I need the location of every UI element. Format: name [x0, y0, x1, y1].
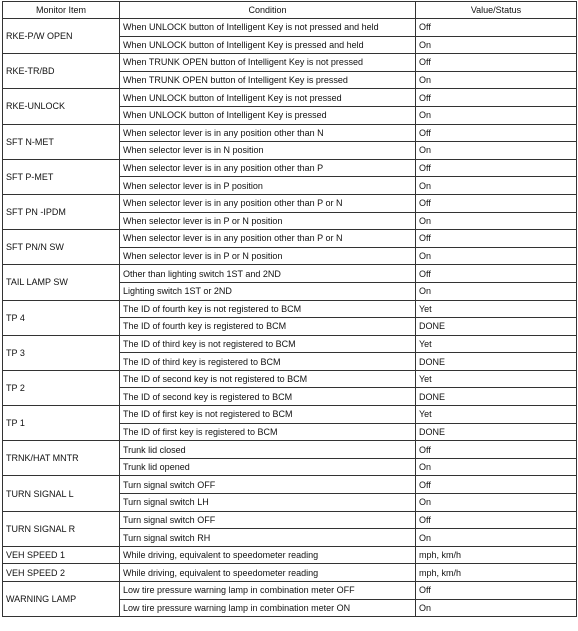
monitor-item-cell: RKE-UNLOCK: [3, 89, 120, 124]
monitor-item-cell: TURN SIGNAL L: [3, 476, 120, 511]
condition-cell: The ID of fourth key is registered to BCM: [120, 318, 416, 336]
condition-cell: Trunk lid opened: [120, 458, 416, 476]
value-status-cell: On: [416, 494, 577, 512]
table-row: [3, 511, 577, 529]
table-row: [3, 265, 577, 283]
monitor-item-cell: RKE-P/W OPEN: [3, 19, 120, 54]
condition-cell: When selector lever is in P or N position: [120, 247, 416, 265]
value-status-cell: Off: [416, 124, 577, 142]
table-row: [3, 300, 577, 318]
monitor-item-cell: WARNING LAMP: [3, 582, 120, 617]
monitor-item-cell: TP 1: [3, 406, 120, 441]
condition-cell: When UNLOCK button of Intelligent Key is not pressed and held: [120, 19, 416, 37]
condition-cell: The ID of first key is registered to BCM: [120, 423, 416, 441]
monitor-item-cell: TAIL LAMP SW: [3, 265, 120, 300]
condition-cell: The ID of second key is not registered to BCM: [120, 370, 416, 388]
value-status-cell: Off: [416, 511, 577, 529]
condition-cell: Turn signal switch RH: [120, 529, 416, 547]
condition-cell: Turn signal switch LH: [120, 494, 416, 512]
value-status-cell: On: [416, 282, 577, 300]
value-status-cell: Off: [416, 230, 577, 248]
condition-cell: When selector lever is in P position: [120, 177, 416, 195]
header-row: [3, 2, 577, 19]
value-status-cell: On: [416, 142, 577, 160]
table-row: [3, 230, 577, 248]
condition-cell: When UNLOCK button of Intelligent Key is pressed and held: [120, 36, 416, 54]
value-status-cell: Yet: [416, 370, 577, 388]
value-status-cell: On: [416, 212, 577, 230]
value-status-cell: Off: [416, 582, 577, 600]
condition-cell: The ID of third key is not registered to BCM: [120, 335, 416, 353]
table-row: [3, 89, 577, 107]
table-row: [3, 546, 577, 564]
value-status-cell: Off: [416, 19, 577, 37]
condition-cell: The ID of fourth key is not registered to BCM: [120, 300, 416, 318]
table-row: [3, 54, 577, 72]
header-condition: Condition: [120, 2, 416, 19]
condition-cell: The ID of second key is registered to BCM: [120, 388, 416, 406]
monitor-item-cell: TP 2: [3, 370, 120, 405]
value-status-cell: DONE: [416, 388, 577, 406]
value-status-cell: Off: [416, 159, 577, 177]
monitor-item-cell: VEH SPEED 1: [3, 546, 120, 564]
value-status-cell: DONE: [416, 353, 577, 371]
condition-cell: Lighting switch 1ST or 2ND: [120, 282, 416, 300]
value-status-cell: Off: [416, 265, 577, 283]
table-row: [3, 335, 577, 353]
value-status-cell: On: [416, 599, 577, 617]
table-row: [3, 582, 577, 600]
value-status-cell: On: [416, 71, 577, 89]
value-status-cell: Off: [416, 441, 577, 459]
value-status-cell: DONE: [416, 318, 577, 336]
condition-cell: When selector lever is in any position other than N: [120, 124, 416, 142]
monitor-item-cell: SFT PN -IPDM: [3, 194, 120, 229]
condition-cell: When UNLOCK button of Intelligent Key is not pressed: [120, 89, 416, 107]
value-status-cell: On: [416, 36, 577, 54]
condition-cell: When selector lever is in any position other than P or N: [120, 194, 416, 212]
monitor-item-cell: TRNK/HAT MNTR: [3, 441, 120, 476]
table-row: [3, 476, 577, 494]
monitor-item-cell: VEH SPEED 2: [3, 564, 120, 582]
value-status-cell: Off: [416, 89, 577, 107]
header-value-status: Value/Status: [416, 2, 577, 19]
value-status-cell: Yet: [416, 406, 577, 424]
value-status-cell: On: [416, 458, 577, 476]
condition-cell: When selector lever is in any position other than P or N: [120, 230, 416, 248]
condition-cell: When TRUNK OPEN button of Intelligent Key is pressed: [120, 71, 416, 89]
condition-cell: Turn signal switch OFF: [120, 511, 416, 529]
table-row: [3, 406, 577, 424]
value-status-cell: On: [416, 106, 577, 124]
table-row: [3, 441, 577, 459]
condition-cell: When selector lever is in P or N position: [120, 212, 416, 230]
condition-cell: Trunk lid closed: [120, 441, 416, 459]
condition-cell: When TRUNK OPEN button of Intelligent Key is not pressed: [120, 54, 416, 72]
condition-cell: When selector lever is in N position: [120, 142, 416, 160]
monitor-item-cell: TP 3: [3, 335, 120, 370]
table-row: [3, 19, 577, 37]
table-row: [3, 124, 577, 142]
monitor-item-cell: RKE-TR/BD: [3, 54, 120, 89]
value-status-cell: On: [416, 529, 577, 547]
table-row: [3, 370, 577, 388]
monitor-item-cell: TURN SIGNAL R: [3, 511, 120, 546]
table-row: [3, 194, 577, 212]
table-row: [3, 564, 577, 582]
condition-cell: Low tire pressure warning lamp in combination meter OFF: [120, 582, 416, 600]
condition-cell: Other than lighting switch 1ST and 2ND: [120, 265, 416, 283]
monitor-item-table: [2, 1, 577, 617]
value-status-cell: DONE: [416, 423, 577, 441]
monitor-item-cell: SFT PN/N SW: [3, 230, 120, 265]
value-status-cell: Off: [416, 194, 577, 212]
condition-cell: When selector lever is in any position other than P: [120, 159, 416, 177]
table-row: [3, 159, 577, 177]
monitor-item-cell: SFT N-MET: [3, 124, 120, 159]
condition-cell: Low tire pressure warning lamp in combination meter ON: [120, 599, 416, 617]
condition-cell: Turn signal switch OFF: [120, 476, 416, 494]
condition-cell: While driving, equivalent to speedometer reading: [120, 564, 416, 582]
monitor-item-cell: TP 4: [3, 300, 120, 335]
header-monitor-item: Monitor Item: [3, 2, 120, 19]
value-status-cell: mph, km/h: [416, 546, 577, 564]
value-status-cell: On: [416, 247, 577, 265]
value-status-cell: Off: [416, 476, 577, 494]
value-status-cell: On: [416, 177, 577, 195]
condition-cell: The ID of first key is not registered to BCM: [120, 406, 416, 424]
value-status-cell: Yet: [416, 335, 577, 353]
condition-cell: When UNLOCK button of Intelligent Key is pressed: [120, 106, 416, 124]
monitor-item-cell: SFT P-MET: [3, 159, 120, 194]
value-status-cell: mph, km/h: [416, 564, 577, 582]
condition-cell: The ID of third key is registered to BCM: [120, 353, 416, 371]
value-status-cell: Yet: [416, 300, 577, 318]
value-status-cell: Off: [416, 54, 577, 72]
condition-cell: While driving, equivalent to speedometer reading: [120, 546, 416, 564]
table-body: [3, 19, 577, 617]
